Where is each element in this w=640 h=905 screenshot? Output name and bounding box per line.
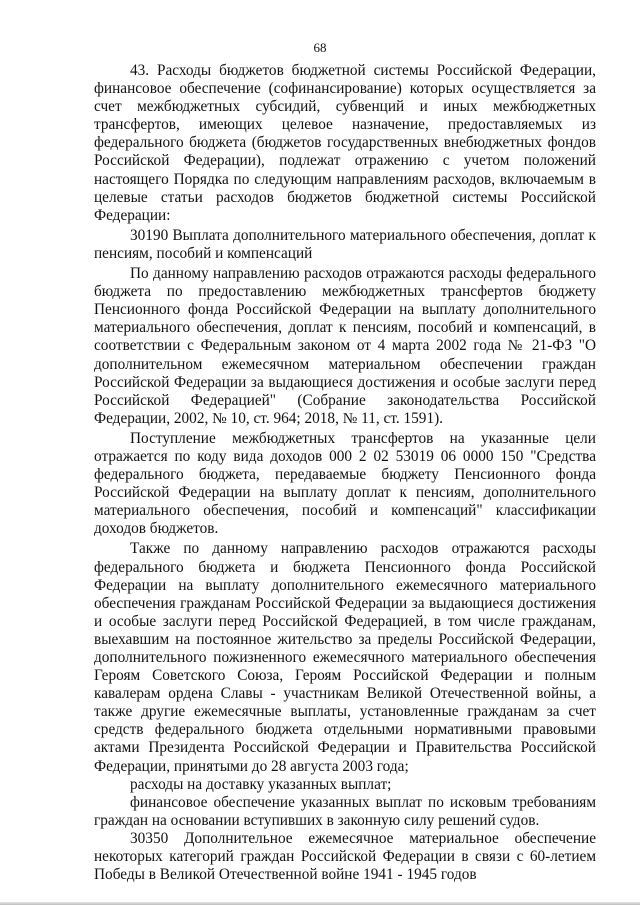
paragraph-30190-income-code: Поступление межбюджетных трансфертов на указанные цели отражается по коду вида доходов 000 2 02 53019 06 0000 150 "Средства федерального бюджета, передаваемые бюджету Пенсионного фонда Российской Федерации на выплату доплат к пенсиям, дополнительного материального обеспечения, пособий и компенсаций" классификации доходов бюджетов. bbox=[94, 429, 596, 538]
paragraph-court-claims: финансовое обеспечение указанных выплат по исковым требованиям граждан на основании вступивших в законную силу решений судов. bbox=[94, 793, 596, 829]
page-number: 68 bbox=[313, 40, 327, 55]
document-body bbox=[94, 62, 596, 884]
paragraph-article-43: 43. Расходы бюджетов бюджетной системы Российской Федерации, финансовое обеспечение (софинансирование) которых осуществляется за счет межбюджетных субсидий, субвенций и иных межбюджетных трансфертов, имеющих целевое назначение, предоставляемых из федерального бюджета (бюджетов государственных внебюджетных фондов Российской Федерации), подлежат отражению с учетом положений настоящего Порядка по следующим направлениям расходов, включаемым в целевые статьи расходов бюджетов бюджетной системы Российской Федерации: bbox=[94, 62, 596, 224]
paragraph-delivery-expenses: расходы на доставку указанных выплат; bbox=[130, 775, 392, 793]
paragraph-code-30350-heading: 30350 Дополнительное ежемесячное материальное обеспечение некоторых категорий граждан Российской Федерации в связи с 60-летием Победы в Великой Отечественной войне 1941 - 1945 годов bbox=[94, 829, 596, 884]
paragraph-30190-description: По данному направлению расходов отражаются расходы федерального бюджета по предоставлению межбюджетных трансфертов бюджету Пенсионного фонда Российской Федерации на выплату дополнительного материального обеспечения, доплат к пенсиям, пособий и компенсаций, в соответствии с Федеральным законом от 4 марта 2002 года № 21-ФЗ "О дополнительном ежемесячном материальном обеспечении граждан Российской Федерации за выдающиеся достижения и особые заслуги перед Российской Федерацией" (Собрание законодательства Российской Федерации, 2002, № 10, ст. 964; 2018, № 11, ст. 1591). bbox=[94, 265, 596, 427]
paragraph-code-30190-heading: 30190 Выплата дополнительного материального обеспечения, доплат к пенсиям, пособий и компенсаций bbox=[94, 226, 596, 262]
paragraph-30190-additional-expenses: Также по данному направлению расходов отражаются расходы федерального бюджета и бюджета Пенсионного фонда Российской Федерации на выплату дополнительного ежемесячного материального обеспечения гражданам Российской Федерации за выдающиеся достижения и особые заслуги перед Российской Федерацией, в том числе гражданам, выехавшим на постоянное жительство за пределы Российской Федерации, дополнительного пожизненного ежемесячного материального обеспечения Героям Советского Союза, Героям Российской Федерации и полным кавалерам ордена Славы - участникам Великой Отечественной войны, а также другие ежемесячные выплаты, установленные гражданам за счет средств федерального бюджета отдельными нормативными правовыми актами Президента Российской Федерации и Правительства Российской Федерации, принятыми до 28 августа 2003 года; bbox=[94, 540, 596, 775]
